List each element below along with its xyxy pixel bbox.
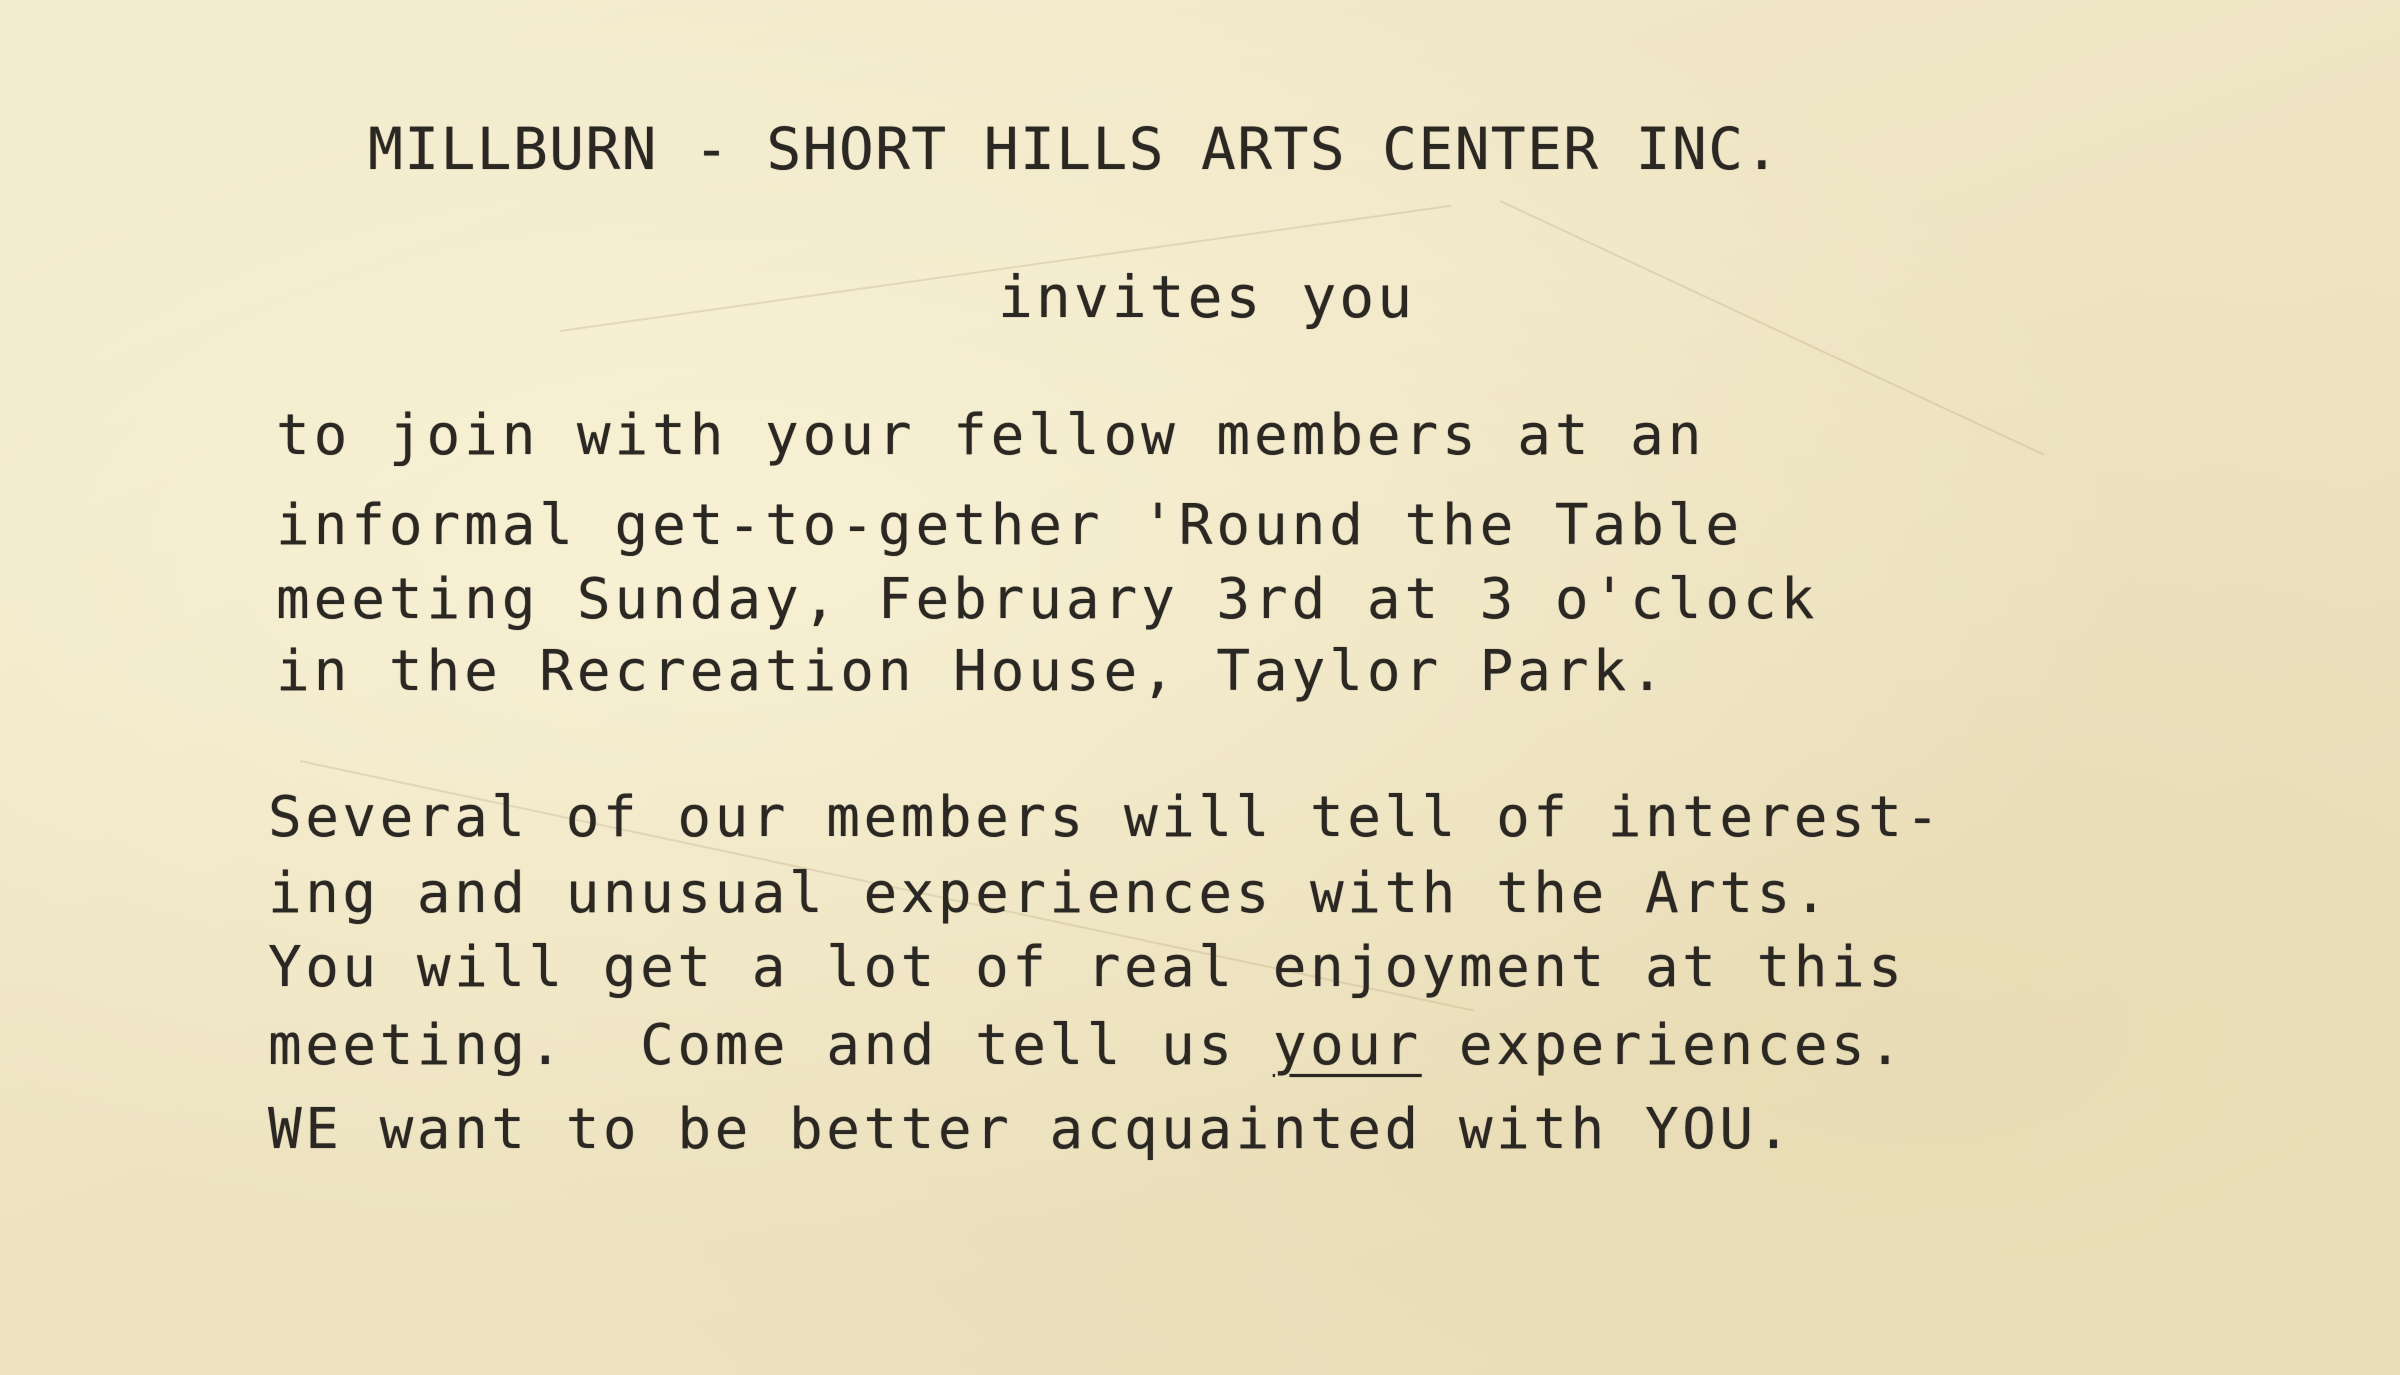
- underlined-word: your: [1272, 1013, 1422, 1078]
- body-line: WE want to be better acquainted with YOU.: [268, 1097, 1794, 1162]
- body-line: Several of our members will tell of interest-: [268, 785, 1943, 850]
- body-line: to join with your fellow members at an: [276, 403, 1706, 468]
- body-text: meeting. Come and tell us: [268, 1013, 1273, 1078]
- body-line: [268, 1013, 1906, 1078]
- body-text: experiences.: [1421, 1013, 1906, 1078]
- body-line: in the Recreation House, Taylor Park.: [276, 639, 1668, 704]
- letter-subtitle: invites you: [998, 263, 1416, 331]
- body-line: You will get a lot of real enjoyment at this: [268, 935, 1906, 1000]
- letter-title: MILLBURN - SHORT HILLS ARTS CENTER INC.: [368, 115, 1781, 183]
- body-line: ing and unusual experiences with the Arts.: [268, 861, 1832, 926]
- body-line: informal get-to-gether 'Round the Table: [276, 493, 1743, 558]
- body-line: meeting Sunday, February 3rd at 3 o'clock: [276, 567, 1819, 632]
